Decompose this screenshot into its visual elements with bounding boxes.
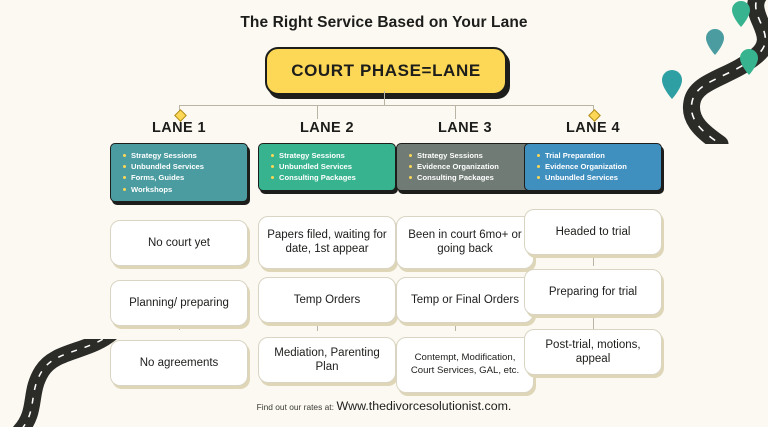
lane-4-service-item: Evidence Organization — [545, 161, 655, 172]
court-phase-pill-label: COURT PHASE=LANE — [291, 61, 481, 80]
lane-4-step-2: Preparing for trial — [524, 269, 662, 315]
lane-2-step-2: Temp Orders — [258, 277, 396, 323]
lane-4-service-item: Trial Preparation — [545, 150, 655, 161]
lane-4-services-box — [524, 143, 662, 191]
lane-3-step-2: Temp or Final Orders — [396, 277, 534, 323]
connector-pill-down — [384, 91, 385, 105]
connector-lane-3-drop — [455, 105, 456, 119]
lane-1-service-item: Unbundled Services — [131, 161, 241, 172]
lane-1-step-1: No court yet — [110, 220, 248, 266]
lane-1-services-box — [110, 143, 248, 202]
footer-website-url: Www.thedivorcesolutionist.com. — [336, 399, 512, 413]
lane-4-step-1: Headed to trial — [524, 209, 662, 255]
court-phase-pill — [265, 47, 507, 95]
lane-4-step-3: Post-trial, motions, appeal — [524, 329, 662, 375]
footer — [0, 399, 768, 413]
lane-2-service-item: Unbundled Services — [279, 161, 389, 172]
lane-column-4 — [524, 120, 662, 375]
lane-2-step-3: Mediation, Parenting Plan — [258, 337, 396, 383]
page-title: The Right Service Based on Your Lane — [240, 14, 528, 31]
lane-column-3 — [396, 120, 534, 393]
lane-3-service-item: Strategy Sessions — [417, 150, 527, 161]
lane-3-step-1: Been in court 6mo+ or going back — [396, 216, 534, 269]
lane-1-service-item: Forms, Guides — [131, 172, 241, 183]
lane-4-service-item: Unbundled Services — [545, 172, 655, 183]
lane-1-title: LANE 1 — [152, 120, 206, 136]
lane-3-service-item: Consulting Packages — [417, 172, 527, 183]
lane-column-1 — [110, 120, 248, 386]
lane-3-title: LANE 3 — [438, 120, 492, 136]
lane-1-step-3: No agreements — [110, 340, 248, 386]
lane-4-title: LANE 4 — [566, 120, 620, 136]
footer-lead-text: Find out our rates at: — [256, 402, 334, 412]
lane-3-service-item: Evidence Organization — [417, 161, 527, 172]
lane-2-service-item: Consulting Packages — [279, 172, 389, 183]
lane-1-service-item: Workshops — [131, 184, 241, 195]
lane-column-2 — [258, 120, 396, 383]
lane-3-step-3: Contempt, Modification, Court Services, GAL, etc. — [396, 337, 534, 393]
connector-lane-2-drop — [317, 105, 318, 119]
connector-horizontal-bus — [179, 105, 593, 106]
lane-3-services-box — [396, 143, 534, 191]
lane-2-services-box — [258, 143, 396, 191]
lane-2-step-1: Papers filed, waiting for date, 1st appear — [258, 216, 396, 269]
lane-1-step-2: Planning/ preparing — [110, 280, 248, 326]
lane-2-service-item: Strategy Sessions — [279, 150, 389, 161]
lane-1-service-item: Strategy Sessions — [131, 150, 241, 161]
lane-2-title: LANE 2 — [300, 120, 354, 136]
